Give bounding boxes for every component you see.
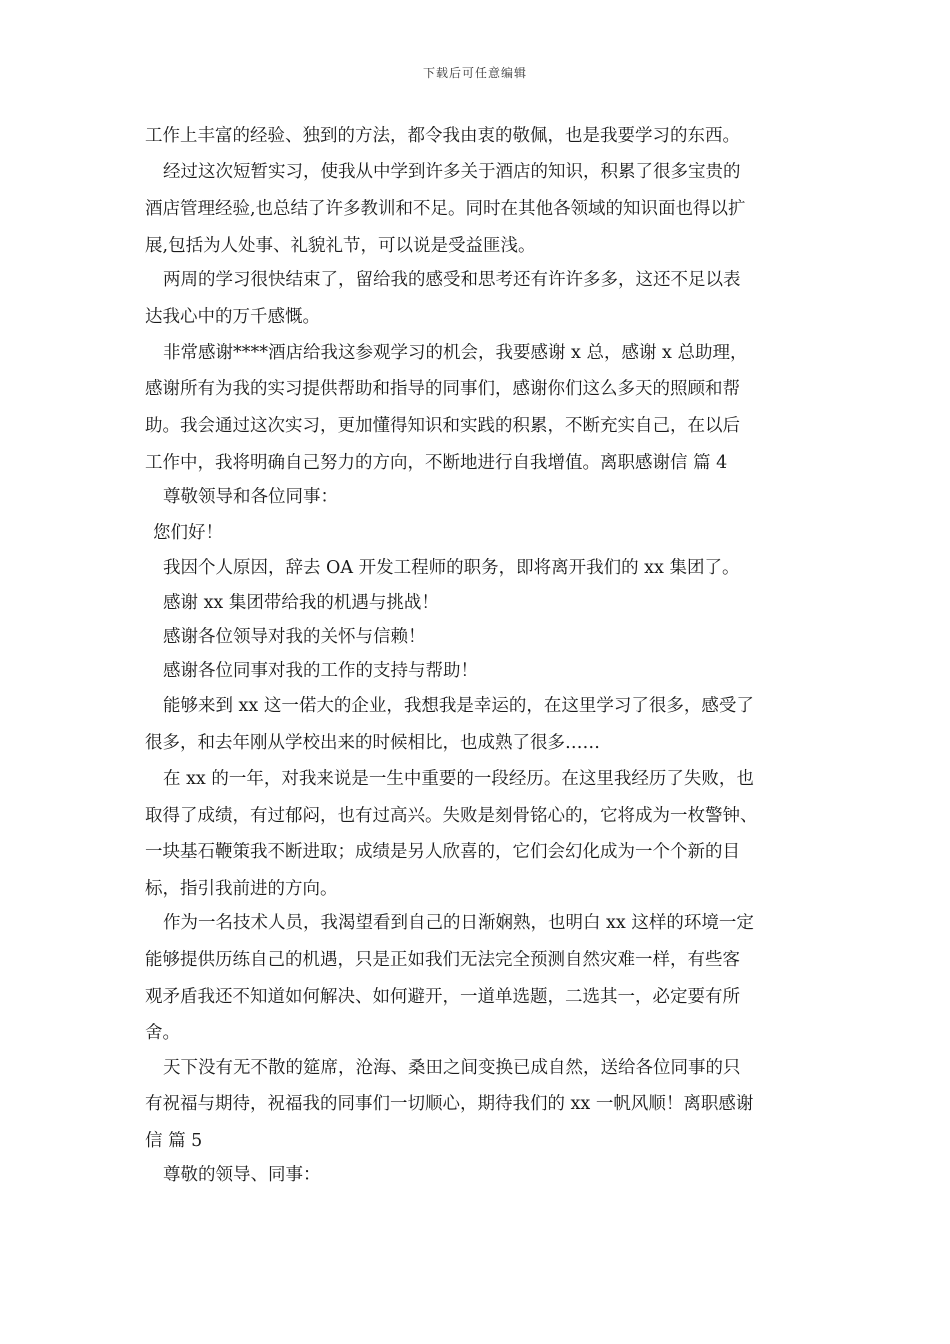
text-line: 感谢 xx 集团带给我的机遇与挑战！	[163, 593, 439, 613]
text-line: 酒店管理经验,也总结了许多教训和不足。同时在其他各领域的知识面也得以扩	[145, 199, 746, 219]
text-line: 一块基石鞭策我不断进取；成绩是另人欣喜的，它们会幻化成为一个个新的目	[145, 842, 740, 862]
text-line: 很多，和去年刚从学校出来的时候相比，也成熟了很多……	[145, 733, 600, 753]
text-line: 工作上丰富的经验、独到的方法，都令我由衷的敬佩，也是我要学习的东西。	[145, 126, 740, 146]
text-line: 达我心中的万千感慨。	[145, 307, 320, 327]
text-line: 标，指引我前进的方向。	[145, 879, 338, 899]
text-line: 工作中，我将明确自己努力的方向，不断地进行自我增值。离职感谢信 篇 4	[145, 453, 728, 473]
text-line: 尊敬的领导、同事：	[163, 1165, 321, 1185]
text-line: 我因个人原因，辞去 OA 开发工程师的职务，即将离开我们的 xx 集团了。	[163, 558, 740, 578]
text-line: 两周的学习很快结束了，留给我的感受和思考还有许许多多，这还不足以表	[163, 270, 741, 290]
text-line: 展,包括为人处事、礼貌礼节，可以说是受益匪浅。	[145, 236, 536, 256]
page-header: 下载后可任意编辑	[422, 66, 527, 80]
text-line: 感谢所有为我的实习提供帮助和指导的同事们，感谢你们这么多天的照顾和帮	[145, 379, 740, 399]
text-line: 观矛盾我还不知道如何解决、如何避开，一道单选题，二选其一，必定要有所	[145, 987, 740, 1007]
text-line: 能够来到 xx 这一偌大的企业，我想我是幸运的，在这里学习了很多，感受了	[163, 696, 754, 716]
text-line: 感谢各位同事对我的工作的支持与帮助！	[163, 661, 478, 681]
text-line: 能够提供历练自己的机遇，只是正如我们无法完全预测自然灾难一样，有些客	[145, 950, 740, 970]
text-line: 天下没有无不散的筵席，沧海、桑田之间变换已成自然，送给各位同事的只	[163, 1058, 741, 1078]
text-line: 在 xx 的一年，对我来说是一生中重要的一段经历。在这里我经历了失败，也	[163, 769, 754, 789]
text-line: 有祝福与期待，祝福我的同事们一切顺心，期待我们的 xx 一帆风顺！离职感谢	[145, 1094, 754, 1114]
text-line: 信 篇 5	[145, 1131, 203, 1151]
text-line: 非常感谢****酒店给我这参观学习的机会，我要感谢 x 总，感谢 x 总助理，	[163, 343, 748, 363]
text-line: 助。我会通过这次实习，更加懂得知识和实践的积累，不断充实自己，在以后	[145, 416, 740, 436]
text-line: 舍。	[145, 1023, 180, 1043]
text-line: 感谢各位领导对我的关怀与信赖！	[163, 627, 426, 647]
text-line: 尊敬领导和各位同事：	[163, 487, 338, 507]
text-line: 作为一名技术人员，我渴望看到自己的日渐娴熟，也明白 xx 这样的环境一定	[163, 913, 754, 933]
text-line: 取得了成绩，有过郁闷，也有过高兴。失败是刻骨铭心的，它将成为一枚警钟、	[145, 806, 758, 826]
text-line: 经过这次短暂实习，使我从中学到许多关于酒店的知识，积累了很多宝贵的	[163, 162, 741, 182]
text-line: 您们好！	[153, 523, 223, 543]
